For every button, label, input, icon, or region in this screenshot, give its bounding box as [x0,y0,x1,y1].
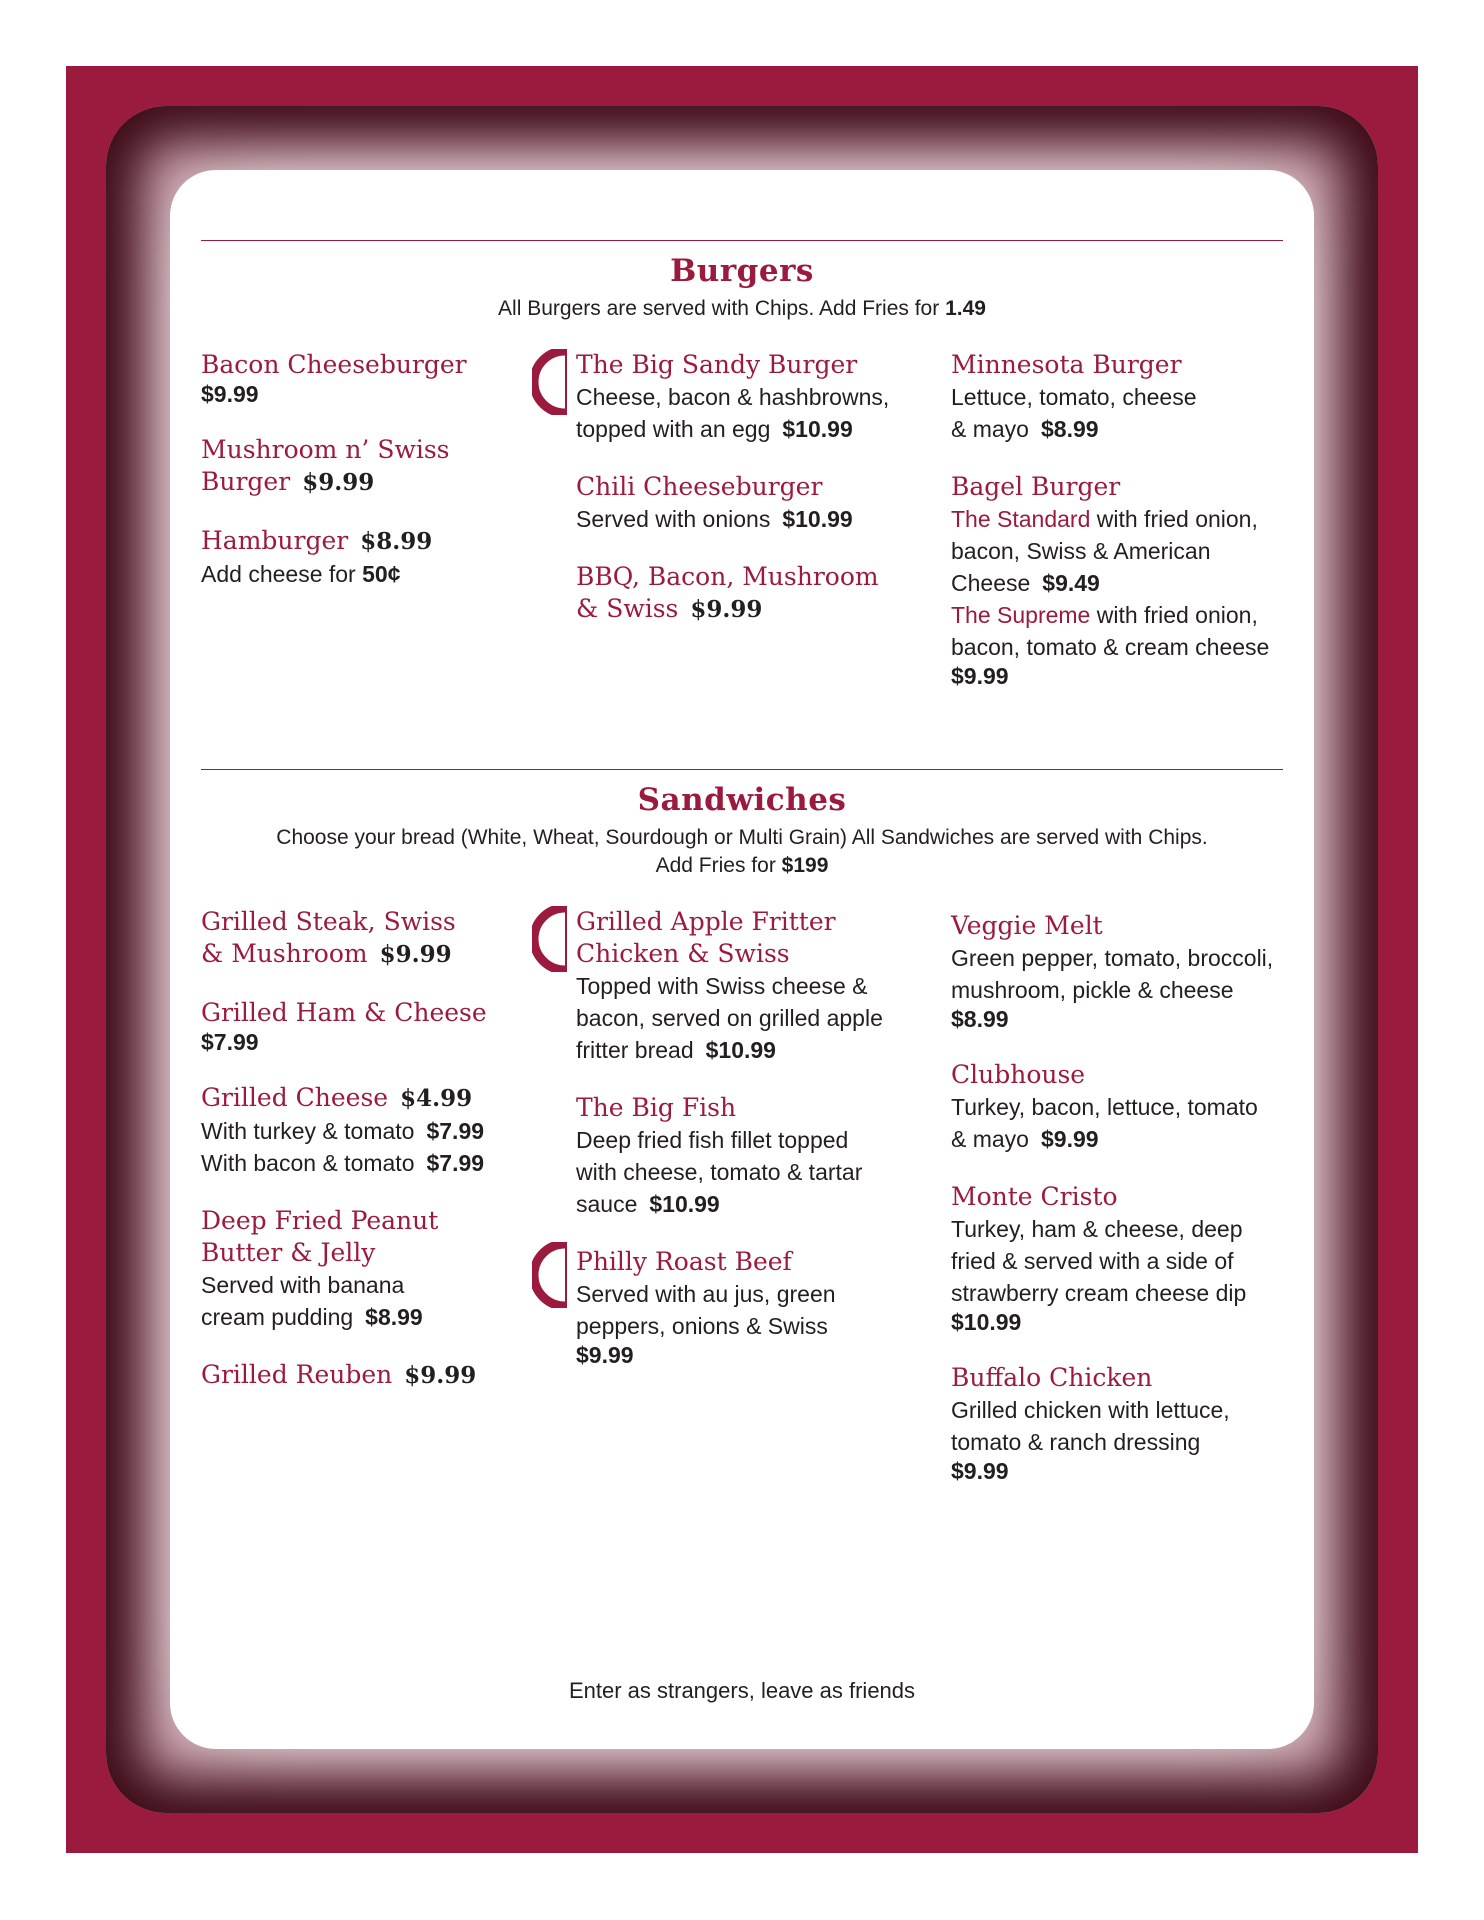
menu-content [201,240,1283,1511]
item-price: $9.99 [576,1342,634,1368]
sandwiches-column-2 [576,906,951,1511]
item-desc: fried & served with a side of [951,1248,1234,1274]
menu-item [201,997,576,1056]
item-desc: Add cheese for [201,561,356,587]
item-price: $7.99 [426,1118,485,1144]
item-name: Deep Fried Peanut [201,1206,439,1235]
sandwiches-fries-price: $199 [781,854,829,877]
sandwiches-column-3 [951,906,1283,1511]
item-price: $8.99 [951,1006,1009,1032]
item-name: Clubhouse [951,1060,1086,1089]
burgers-title: Burgers [670,253,814,289]
item-desc: Served with au jus, green [576,1281,836,1307]
item-price: $8.99 [360,528,433,555]
item-price: $8.99 [1040,416,1099,442]
sandwiches-note [201,824,1283,880]
item-price: $8.99 [365,1304,423,1330]
menu-item [951,471,1283,690]
item-price: $7.99 [426,1150,485,1176]
item-price: 50¢ [362,561,401,587]
menu-item [951,910,1283,1033]
burgers-columns [201,349,1283,769]
item-name: The Big Sandy Burger [576,350,858,379]
menu-item [576,1246,951,1369]
item-name: Buffalo Chicken [951,1363,1153,1392]
item-price: $10.99 [649,1191,720,1217]
item-desc: Topped with Swiss cheese & [576,973,868,999]
item-price: $9.99 [302,469,375,496]
item-desc: Served with onions [576,506,771,532]
item-desc: Cheese [951,570,1031,596]
item-desc: Lettuce, tomato, cheese [951,384,1197,410]
item-desc: bacon, tomato & cream cheese [951,634,1270,660]
menu-item [201,1205,576,1333]
menu-footer-tagline: Enter as strangers, leave as friends [568,1678,916,1703]
item-price: $9.99 [201,381,259,407]
item-name: Grilled Apple Fritter [576,907,836,936]
item-name: Bagel Burger [951,472,1121,501]
sandwiches-columns [201,906,1283,1511]
item-name: Veggie Melt [951,911,1103,940]
item-desc: tomato & ranch dressing [951,1429,1201,1455]
burgers-column-2 [576,349,951,769]
tire-badge-icon [532,1242,568,1308]
item-desc: bacon, Swiss & American [951,538,1211,564]
item-price: $9.99 [951,1458,1009,1484]
menu-item [576,1092,951,1220]
item-desc: Green pepper, tomato, broccoli, [951,945,1274,971]
item-name: Monte Cristo [951,1182,1118,1211]
item-variant-name: The Supreme [951,602,1091,628]
menu-item [201,434,576,499]
burgers-note-text: All Burgers are served with Chips. Add Fries for [498,297,940,320]
item-desc: fritter bread [576,1037,694,1063]
item-desc: & mayo [951,416,1029,442]
item-desc: mushroom, pickle & cheese [951,977,1234,1003]
item-name: Bacon Cheeseburger [201,350,467,379]
item-name: Butter & Jelly [201,1238,376,1267]
menu-item [951,1181,1283,1336]
item-name: Minnesota Burger [951,350,1182,379]
sandwiches-note-text: Add Fries for [655,854,776,877]
section-divider [201,769,1283,770]
item-name: Philly Roast Beef [576,1247,792,1276]
item-price: $4.99 [400,1085,473,1112]
tire-badge-icon [532,349,568,415]
menu-item [201,349,576,408]
sandwiches-title: Sandwiches [637,782,847,818]
item-price: $9.99 [690,596,763,623]
item-desc: sauce [576,1191,638,1217]
item-price: $9.49 [1042,570,1100,596]
burgers-column-1 [201,349,576,769]
item-desc: topped with an egg [576,416,771,442]
item-desc: strawberry cream cheese dip [951,1280,1247,1306]
section-divider [201,240,1283,241]
item-name: Grilled Ham & Cheese [201,998,487,1027]
item-price: $10.99 [782,416,853,442]
tire-badge-icon [532,906,568,972]
item-desc: Deep fried fish fillet topped [576,1127,849,1153]
item-option: With bacon & tomato [201,1150,415,1176]
item-name: Mushroom n’ Swiss [201,435,450,464]
item-desc: & mayo [951,1126,1029,1152]
item-name: & Mushroom [201,939,368,968]
menu-item [576,349,951,445]
menu-item [576,906,951,1066]
item-price: $9.99 [404,1362,477,1389]
menu-item [576,471,951,535]
item-price: $9.99 [1040,1126,1099,1152]
item-desc: peppers, onions & Swiss [576,1313,828,1339]
burgers-column-3 [951,349,1283,769]
burgers-note [201,295,1283,323]
menu-item [951,1362,1283,1485]
item-desc: Turkey, ham & cheese, deep [951,1216,1243,1242]
menu-item [201,1359,576,1392]
item-desc: with fried onion, [1096,602,1258,628]
item-price: $9.99 [951,663,1009,689]
item-desc: Grilled chicken with lettuce, [951,1397,1230,1423]
item-desc: Cheese, bacon & hashbrowns, [576,384,890,410]
burgers-fries-price: 1.49 [945,297,986,320]
item-name: Grilled Reuben [201,1360,393,1389]
item-price: $10.99 [705,1037,776,1063]
menu-item [201,906,576,971]
menu-item [951,349,1283,445]
item-desc: with fried onion, [1096,506,1258,532]
item-price: $10.99 [951,1309,1022,1335]
item-name: Chili Cheeseburger [576,472,823,501]
item-name: Grilled Cheese [201,1083,389,1112]
item-price: $10.99 [782,506,853,532]
item-desc: with cheese, tomato & tartar [576,1159,863,1185]
menu-item [201,1082,576,1179]
menu-item [951,1059,1283,1155]
item-desc: Served with banana [201,1272,405,1298]
item-desc: Turkey, bacon, lettuce, tomato [951,1094,1258,1120]
menu-item [576,561,951,626]
item-variant-name: The Standard [951,506,1091,532]
item-name: Grilled Steak, Swiss [201,907,456,936]
sandwiches-note-text: Choose your bread (White, Wheat, Sourdough or Multi Grain) All Sandwiches are served with Chips. [276,826,1208,849]
item-name: BBQ, Bacon, Mushroom [576,562,879,591]
menu-item [201,525,576,590]
item-desc: cream pudding [201,1304,354,1330]
item-price: $7.99 [201,1029,259,1055]
sandwiches-column-1 [201,906,576,1511]
item-desc: bacon, served on grilled apple [576,1005,883,1031]
item-name: & Swiss [576,594,679,623]
item-option: With turkey & tomato [201,1118,415,1144]
item-name: Burger [201,467,291,496]
item-price: $9.99 [379,941,452,968]
item-name: The Big Fish [576,1093,737,1122]
item-name: Hamburger [201,526,349,555]
item-name: Chicken & Swiss [576,939,790,968]
